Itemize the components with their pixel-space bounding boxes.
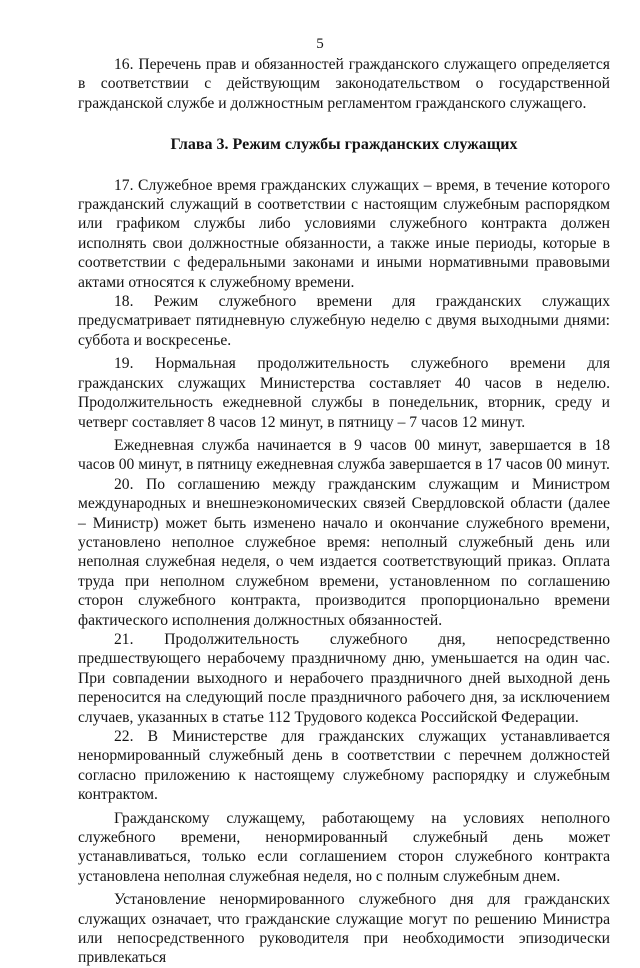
document-body	[78, 55, 610, 968]
paragraph-part-time: Гражданскому служащему, работающему на условиях неполного служебного времени, ненормированный служебный день может устанавливаться, только если соглашением сторон служебного контракта установлена неполная служебная неделя, но с полным служебным днем.	[78, 809, 610, 885]
page-number: 5	[316, 36, 324, 52]
paragraph-17: 17. Служебное время гражданских служащих – время, в течение которого гражданский служащий в соответствии с настоящим служебным распорядком или графиком службы либо условиями служебного контракта должен исполнять свои должностные обязанности, а также иные периоды, которые в соответствии с федеральными законами и иными нормативными правовыми актами относятся к служебному времени.	[78, 176, 610, 291]
paragraph-19: 19. Нормальная продолжительность служебного времени для гражданских служащих Министерства составляет 40 часов в неделю. Продолжительность ежедневной службы в понедельник, вторник, среду и четверг составляет 8 часов 12 минут, в пятницу – 7 часов 12 минут.	[78, 355, 610, 431]
paragraph-20: 20. По соглашению между гражданским служащим и Министром международных и внешнеэкономических связей Свердловской области (далее – Министр) может быть изменено начало и окончание служебного времени, установлено неполное служебное время: неполный служебный день или неполная служебная неделя, о чем издается соответствующий приказ. Оплата труда при неполном служебном времени, установленном по соглашению сторон служебного контракта, производится пропорционально времени фактического исполнения должностных обязанностей.	[78, 475, 610, 629]
paragraph-irregular-day: Установление ненормированного служебного дня для гражданских служащих означает, что гражданские служащие могут по решению Министра или непосредственного руководителя при необходимости эпизодически привлекаться	[78, 891, 610, 967]
chapter-title: Глава 3. Режим службы гражданских служащих	[170, 136, 518, 154]
paragraph-22: 22. В Министерстве для гражданских служащих устанавливается ненормированный служебный день в соответствии с перечнем должностей согласно приложению к настоящему служебному распорядку и служебным контрактом.	[78, 728, 610, 804]
paragraph-16: 16. Перечень прав и обязанностей гражданского служащего определяется в соответствии с действующим законодательством о государственной гражданской службе и должностным регламентом гражданского служащего.	[78, 56, 610, 112]
paragraph-service-hours: Ежедневная служба начинается в 9 часов 00 минут, завершается в 18 часов 00 минут, в пятницу ежедневная служба завершается в 17 часов 00 минут.	[78, 436, 610, 474]
paragraph-21: 21. Продолжительность служебного дня, непосредственно предшествующего нерабочему праздничному дню, уменьшается на один час. При совпадении выходного и нерабочего праздничного дней выходной день переносится на следующий после праздничного рабочего дня, за исключением случаев, указанных в статье 112 Трудового кодекса Российской Федерации.	[78, 630, 610, 726]
paragraph-18: 18. Режим служебного времени для гражданских служащих предусматривает пятидневную служебную неделю с двумя выходными днями: суббота и воскресенье.	[78, 293, 610, 349]
